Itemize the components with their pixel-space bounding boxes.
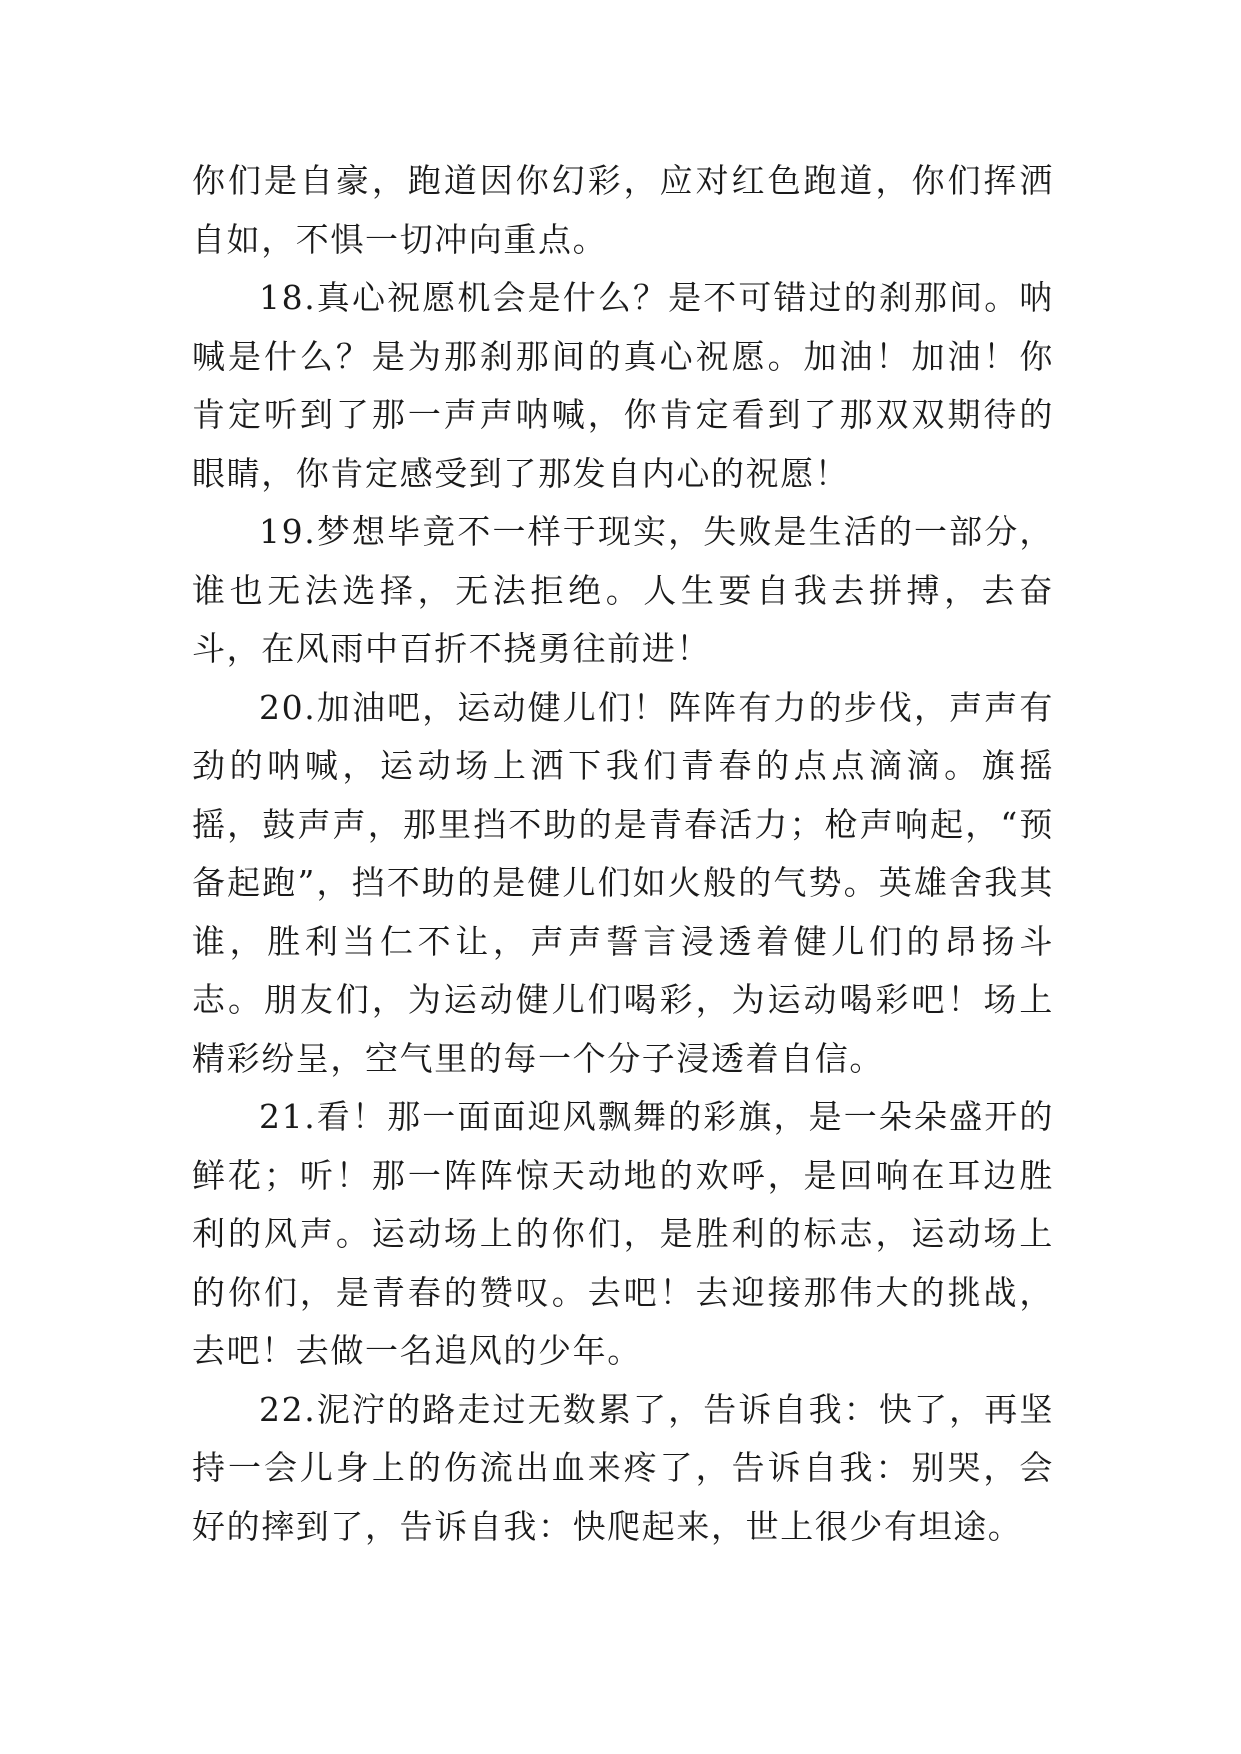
paragraph-item-20: 20.加油吧，运动健儿们！阵阵有力的步伐，声声有劲的呐喊，运动场上洒下我们青春的点点滴滴。旗摇摇，鼓声声，那里挡不助的是青春活力；枪声响起，“预备起跑”，挡不助的是健儿们如火般的气势。英雄舍我其谁，胜利当仁不让，声声誓言浸透着健儿们的昂扬斗志。朋友们，为运动健儿们喝彩，为运动喝彩吧！场上精彩纷呈，空气里的每一个分子浸透着自信。 bbox=[192, 687, 1054, 1078]
document-page bbox=[192, 152, 1054, 1556]
paragraph-item-22: 22.泥泞的路走过无数累了，告诉自我：快了，再坚持一会儿身上的伤流出血来疼了，告诉自我：别哭，会好的摔到了，告诉自我：快爬起来，世上很少有坦途。 bbox=[192, 1389, 1054, 1546]
paragraph-item-19: 19.梦想毕竟不一样于现实，失败是生活的一部分，谁也无法选择，无法拒绝。人生要自我去拼搏，去奋斗，在风雨中百折不挠勇往前进！ bbox=[192, 512, 1054, 668]
paragraph-item-21: 21.看！那一面面迎风飘舞的彩旗，是一朵朵盛开的鲜花；听！那一阵阵惊天动地的欢呼，是回响在耳边胜利的风声。运动场上的你们，是胜利的标志，运动场上的你们，是青春的赞叹。去吧！去迎接那伟大的挑战，去吧！去做一名追风的少年。 bbox=[192, 1097, 1054, 1370]
paragraph-continuation: 你们是自豪，跑道因你幻彩，应对红色跑道，你们挥洒自如，不惧一切冲向重点。 bbox=[192, 161, 1054, 259]
paragraph-item-18: 18.真心祝愿机会是什么？是不可错过的刹那间。呐喊是什么？是为那刹那间的真心祝愿。加油！加油！你肯定听到了那一声声呐喊，你肯定看到了那双双期待的眼睛，你肯定感受到了那发自内心的祝愿！ bbox=[192, 278, 1054, 493]
